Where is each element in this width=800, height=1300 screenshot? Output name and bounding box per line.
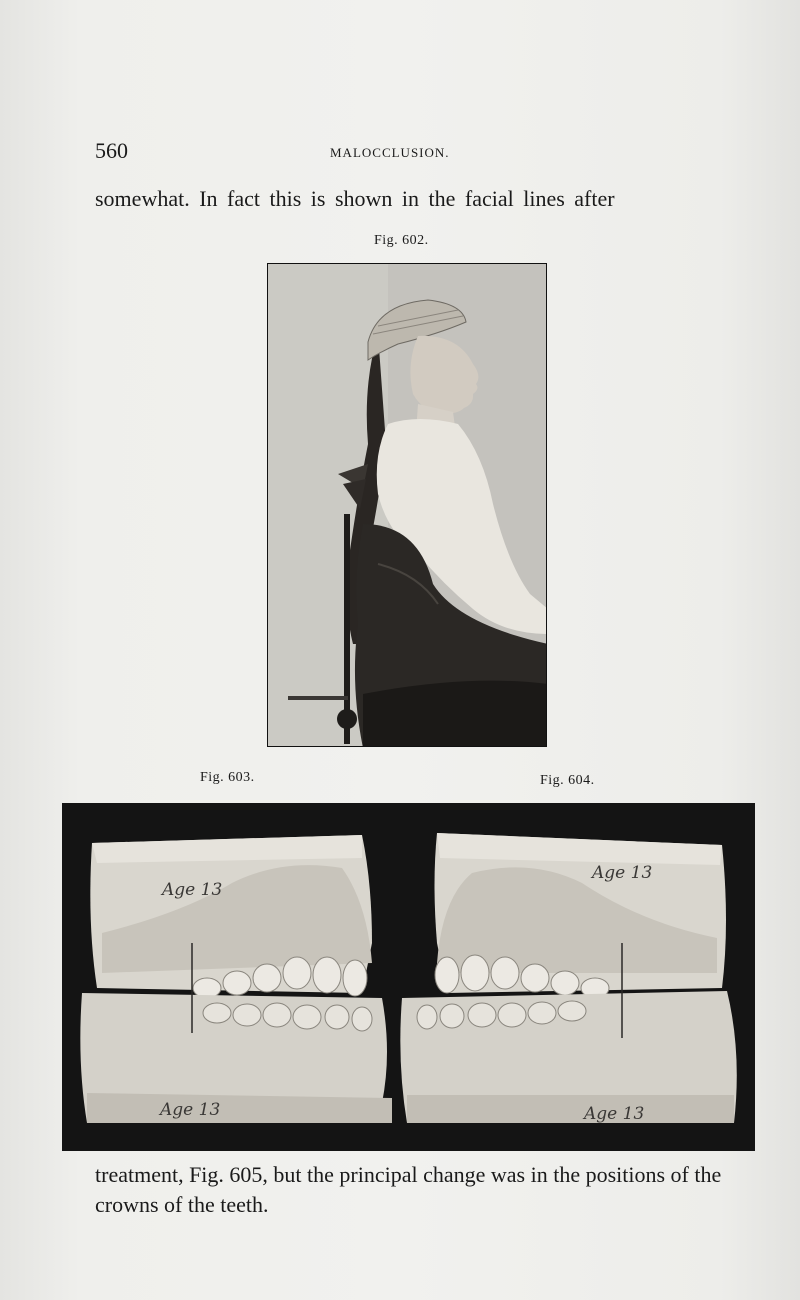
figure-603-604-photo [62, 803, 755, 1151]
dental-casts-illustration [62, 803, 755, 1151]
portrait-photo-illustration [268, 264, 547, 747]
dental-cast-left [80, 835, 392, 1123]
figure-603-caption: Fig. 603. [200, 770, 255, 785]
dental-cast-right [400, 833, 736, 1124]
figure-602-photo [267, 263, 547, 747]
running-head: MALOCCLUSION. [330, 145, 450, 160]
cast-left-upper-label: Age 13 [162, 880, 223, 900]
body-text-bottom: treatment, Fig. 605, but the principal change was in the positions of the crowns of the teeth. [95, 1162, 722, 1217]
cast-left-lower-label: Age 13 [160, 1100, 221, 1120]
body-text-top: somewhat. In fact this is shown in the facial lines after [95, 186, 615, 211]
figure-604-caption: Fig. 604. [540, 773, 595, 788]
cast-right-upper-label: Age 13 [592, 863, 653, 883]
page-number: 560 [95, 138, 128, 163]
cast-right-lower-label: Age 13 [584, 1104, 645, 1124]
figure-602-caption: Fig. 602. [374, 233, 429, 248]
